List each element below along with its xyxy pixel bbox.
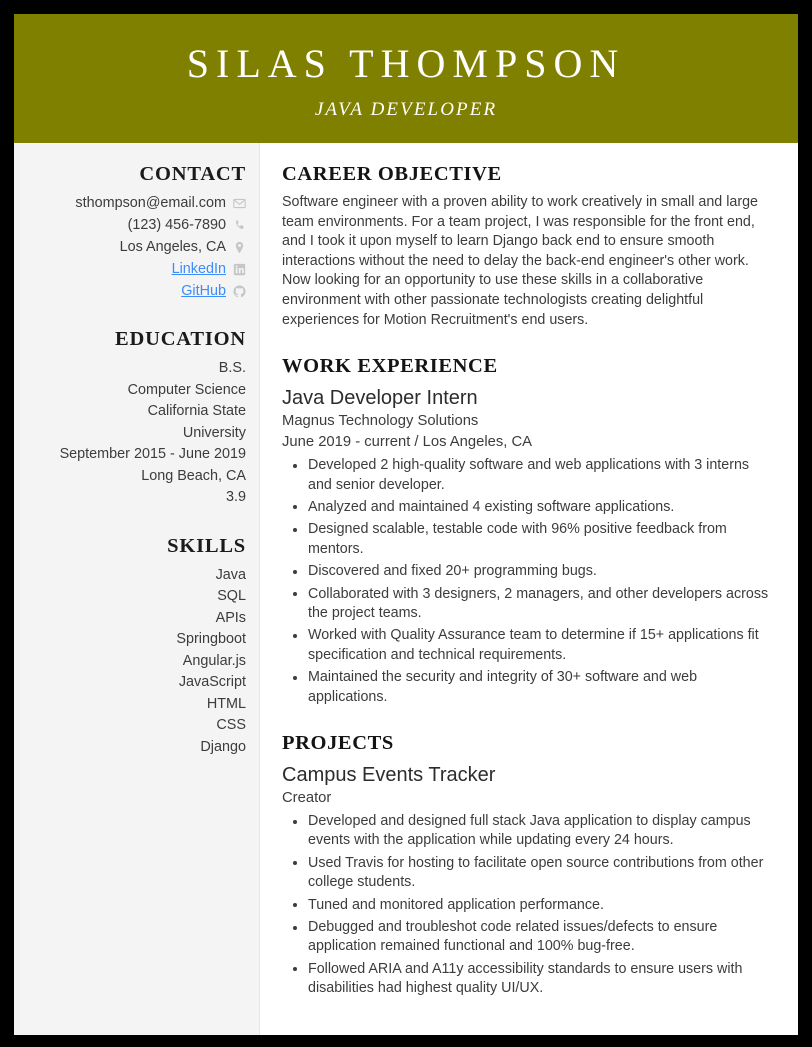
- projects-section: [282, 732, 776, 999]
- bullet-item: Tuned and monitored application performance.: [282, 896, 776, 915]
- skill-item: CSS: [216, 717, 246, 733]
- bullet-item: Designed scalable, testable code with 96% positive feedback from mentors.: [282, 520, 776, 559]
- candidate-job-title: JAVA DEVELOPER: [314, 99, 498, 121]
- resume-document: [14, 14, 798, 1035]
- work-entry-dates-location: June 2019 - current / Los Angeles, CA: [282, 434, 533, 451]
- bullet-item: Discovered and fixed 20+ programming bugs.: [282, 562, 776, 581]
- work-experience-section: [282, 355, 776, 707]
- skill-item: APIs: [215, 609, 246, 626]
- github-icon[interactable]: [233, 285, 246, 298]
- bullet-item: Collaborated with 3 designers, 2 managers, and other developers across the project teams.: [282, 585, 776, 624]
- contact-item-phone: [28, 215, 246, 236]
- project-entry: [282, 762, 776, 999]
- career-objective-section: [282, 163, 776, 330]
- education-line: 3.9: [225, 489, 246, 505]
- contact-location-text: Los Angeles, CA: [119, 239, 226, 255]
- education-line: California State: [147, 403, 246, 419]
- skill-item: JavaScript: [178, 674, 246, 690]
- location-pin-icon: [233, 241, 246, 254]
- contact-item-github[interactable]: [28, 281, 246, 302]
- skills-heading: SKILLS: [167, 534, 246, 557]
- skills-section: [28, 535, 246, 759]
- contact-linkedin-link[interactable]: LinkedIn: [171, 261, 226, 277]
- bullet-item: Developed and designed full stack Java application to display campus events with the application while updating every 24 hours.: [282, 812, 776, 851]
- skill-item: Django: [200, 738, 246, 755]
- bullet-item: Developed 2 high-quality software and web applications with 3 interns and senior developer.: [282, 456, 776, 495]
- bullet-item: Worked with Quality Assurance team to determine if 15+ applications fit specification and technical requirements.: [282, 626, 776, 665]
- project-entry-bullets: [282, 812, 776, 999]
- contact-github-link[interactable]: GitHub: [181, 283, 226, 299]
- project-entry-title: Campus Events Tracker: [282, 764, 496, 787]
- contact-item-email: [28, 193, 246, 214]
- phone-icon: [233, 219, 246, 232]
- education-line: University: [182, 424, 246, 441]
- resume-body: [14, 143, 798, 1035]
- education-heading: EDUCATION: [115, 328, 246, 350]
- work-entry-company: Magnus Technology Solutions: [282, 413, 479, 430]
- main-column: [260, 143, 798, 1035]
- skill-item: SQL: [217, 588, 246, 604]
- contact-item-location: [28, 237, 246, 258]
- career-objective-text: Software engineer with a proven ability to work creatively in small and large team environments. For a team project, I was responsible for the front end, and I took it upon myself to learn Django back end to ensure smooth interactions without the need to delay the back-end engineer's other work. Now looking for an opportunity to use these skills in a collaborative environment with other passionate technologists creating delightful experiences for Motion Recruitment's end users.: [282, 194, 758, 328]
- bullet-item: Maintained the security and integrity of 30+ software and web applications.: [282, 668, 776, 707]
- sidebar: [14, 143, 260, 1035]
- career-objective-heading: CAREER OBJECTIVE: [282, 163, 502, 185]
- linkedin-icon[interactable]: [233, 263, 246, 276]
- contact-section: [28, 163, 246, 302]
- contact-phone-text: (123) 456-7890: [127, 217, 226, 233]
- education-line: B.S.: [218, 360, 246, 376]
- education-line: Computer Science: [127, 381, 246, 398]
- skill-item: Springboot: [176, 631, 246, 647]
- bullet-item: Followed ARIA and A11y accessibility standards to ensure users with disabilities had highest quality UI/UX.: [282, 960, 776, 999]
- skill-item: HTML: [206, 695, 246, 712]
- skill-item: Java: [215, 566, 246, 583]
- resume-header: [14, 14, 798, 143]
- education-section: [28, 328, 246, 509]
- skill-item: Angular.js: [182, 652, 246, 669]
- project-entry-role: Creator: [282, 790, 332, 807]
- contact-heading: CONTACT: [139, 163, 246, 185]
- work-experience-heading: WORK EXPERIENCE: [282, 355, 498, 378]
- projects-heading: PROJECTS: [282, 732, 394, 755]
- bullet-item: Debugged and troubleshot code related issues/defects to ensure application remained functional and 100% bug-free.: [282, 918, 776, 957]
- work-entry-bullets: [282, 456, 776, 707]
- work-entry-title: Java Developer Intern: [282, 387, 478, 410]
- education-line: September 2015 - June 2019: [59, 446, 246, 462]
- envelope-icon: [233, 197, 246, 210]
- education-line: Long Beach, CA: [141, 467, 246, 484]
- contact-email-text: sthompson@email.com: [75, 195, 226, 211]
- candidate-name: SILAS THOMPSON: [186, 40, 626, 86]
- work-entry: [282, 385, 776, 707]
- bullet-item: Used Travis for hosting to facilitate open source contributions from other college students.: [282, 854, 776, 893]
- contact-item-linkedin[interactable]: [28, 259, 246, 280]
- bullet-item: Analyzed and maintained 4 existing software applications.: [282, 498, 776, 517]
